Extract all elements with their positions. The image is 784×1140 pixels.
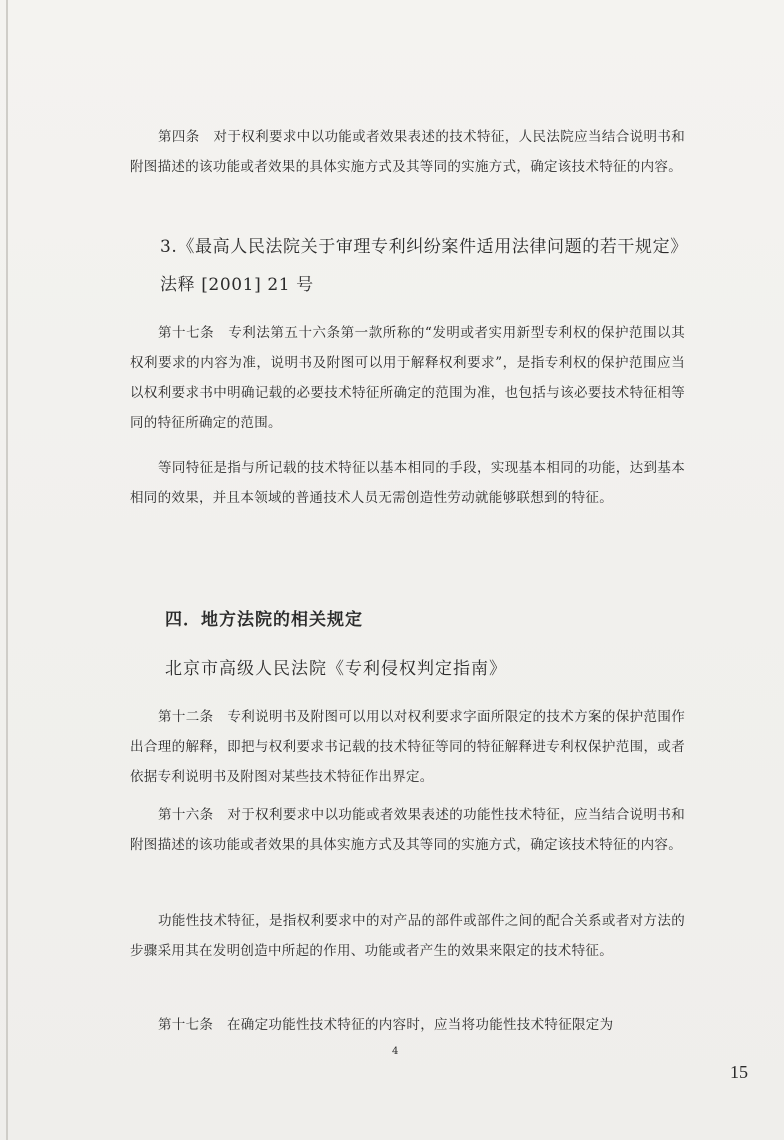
page-number: 4 <box>392 1046 399 1057</box>
article-4-paragraph: 第四条 对于权利要求中以功能或者效果表述的技术特征，人民法院应当结合说明书和附图描述的该功能或者效果的具体实施方式及其等同的实施方式，确定该技术特征的内容。 <box>130 129 685 175</box>
guide-article-17-paragraph: 第十七条 在确定功能性技术特征的内容时，应当将功能性技术特征限定为 <box>158 1017 614 1033</box>
beijing-guide-heading: 北京市高级人民法院《专利侵权判定指南》 <box>165 659 507 679</box>
guide-article-16-paragraph: 第十六条 对于权利要求中以功能或者效果表述的功能性技术特征，应当结合说明书和附图描述的该功能或者效果的具体实施方式及其等同的实施方式，确定该技术特征的内容。 <box>130 807 685 853</box>
corner-page-number: 15 <box>730 1062 748 1082</box>
page-edge <box>6 0 8 1140</box>
functional-feature-definition: 功能性技术特征，是指权利要求中的对产品的部件或部件之间的配合关系或者对方法的步骤采用其在发明创造中所起的作用、功能或者产生的效果来限定的技术特征。 <box>130 913 685 959</box>
section-4-heading: 四．地方法院的相关规定 <box>165 610 363 630</box>
law-3-heading: 3.《最高人民法院关于审理专利纠纷案件适用法律问题的若干规定》法释 [2001] 21 号 <box>160 237 680 295</box>
equivalent-feature-definition: 等同特征是指与所记载的技术特征以基本相同的手段，实现基本相同的功能，达到基本相同的效果，并且本领域的普通技术人员无需创造性劳动就能够联想到的特征。 <box>130 460 685 506</box>
article-17-paragraph: 第十七条 专利法第五十六条第一款所称的“发明或者实用新型专利权的保护范围以其权利要求的内容为准，说明书及附图可以用于解释权利要求”，是指专利权的保护范围应当以权利要求书中明确记载的必要技术特征所确定的范围为准，也包括与该必要技术特征相等同的特征所确定的范围。 <box>130 325 685 431</box>
guide-article-12-paragraph: 第十二条 专利说明书及附图可以用以对权利要求字面所限定的技术方案的保护范围作出合理的解释，即把与权利要求书记载的技术特征等同的特征解释进专利权保护范围，或者依据专利说明书及附图对某些技术特征作出界定。 <box>130 709 685 785</box>
